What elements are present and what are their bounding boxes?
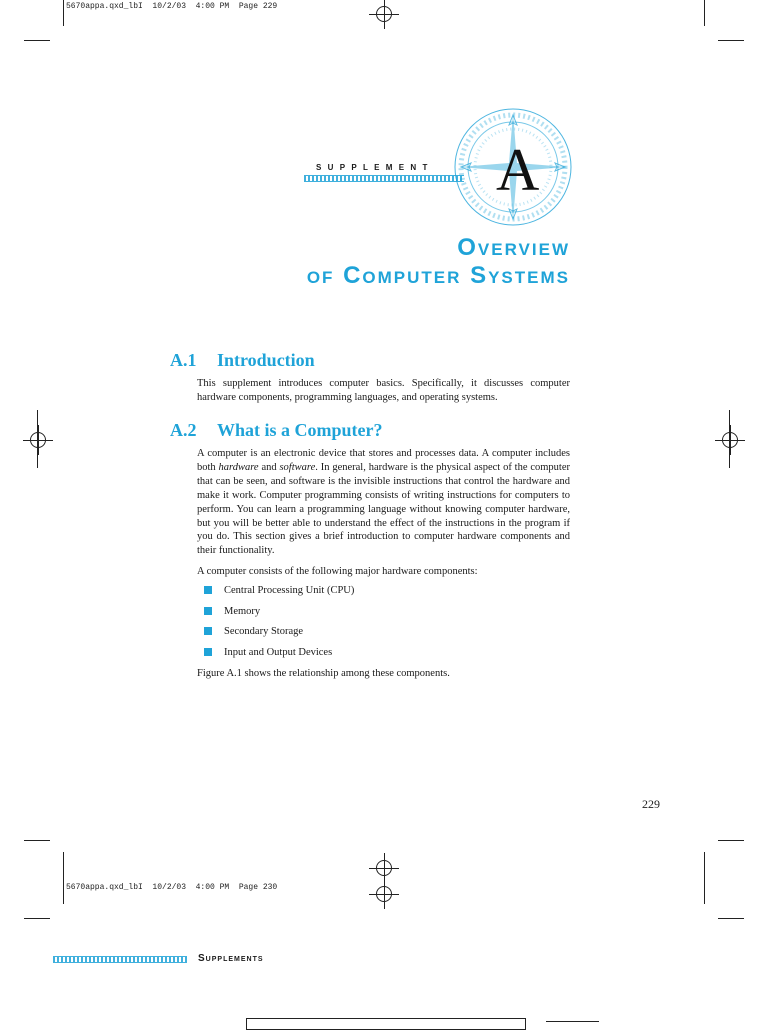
- crop-mark: [704, 0, 705, 26]
- term-hardware: hardware: [218, 461, 259, 473]
- registration-mark: [722, 432, 738, 448]
- paragraph: This supplement introduces computer basics. Specifically, it discusses computer hardware components, programming languages, and operating systems.: [197, 378, 570, 403]
- crop-mark: [24, 840, 50, 841]
- crop-mark: [718, 40, 744, 41]
- section-heading: [170, 420, 383, 441]
- chapter-title: [180, 234, 570, 290]
- crop-mark: [729, 410, 730, 468]
- crop-mark: [24, 40, 50, 41]
- slug-line-top: 5670appa.qxd_lbI 10/2/03 4:00 PM Page 229: [66, 2, 278, 11]
- chapter-title-line1: Overview: [457, 234, 570, 261]
- crop-mark: [718, 918, 744, 919]
- section-title: What is a Computer?: [217, 420, 383, 440]
- paragraph: A computer is an electronic device that stores and processes data. A computer includes both hardware and software. In general, hardware is the physical aspect of the computer that can be seen, and software is the invisible instructions that control the hardware and make it work. Computer programming consists of writing instructions for computers to perform. You can learn a programming language without knowing computer hardware, but you will be better able to understand the effect of the instructions in the program if you do. This section gives a brief introduction to computer hardware components and their functionality.: [197, 448, 571, 557]
- registration-mark: [376, 6, 392, 22]
- crop-mark: [37, 410, 38, 468]
- crop-mark: [63, 0, 64, 26]
- section-heading: [170, 350, 315, 371]
- section-number: A.1: [170, 350, 197, 370]
- section-number: A.2: [170, 420, 197, 440]
- paragraph: A computer consists of the following major hardware components:: [197, 566, 478, 577]
- crop-mark: [63, 852, 64, 904]
- term-software: software: [279, 461, 316, 473]
- decorative-chain-rule: [53, 956, 187, 963]
- chapter-title-line2: of Computer Systems: [306, 262, 570, 289]
- crop-mark: [704, 852, 705, 904]
- paragraph: Figure A.1 shows the relationship among these components.: [197, 668, 450, 679]
- decorative-chain-rule: [304, 175, 464, 182]
- bullet-square-icon: [204, 586, 212, 594]
- bullet-square-icon: [204, 627, 212, 635]
- crop-mark: [718, 840, 744, 841]
- bullet-square-icon: [204, 607, 212, 615]
- crop-mark: [24, 918, 50, 919]
- chapter-letter: A: [496, 137, 540, 203]
- bullet-square-icon: [204, 648, 212, 656]
- page-number: 229: [642, 797, 660, 811]
- registration-mark: [30, 432, 46, 448]
- figure-box-top-edge: [546, 1021, 599, 1030]
- slug-line-bottom: 5670appa.qxd_lbI 10/2/03 4:00 PM Page 230: [66, 883, 278, 892]
- section-title: Introduction: [217, 350, 315, 370]
- registration-mark: [376, 886, 392, 902]
- figure-box-top-edge: [246, 1018, 526, 1030]
- supplement-label: SUPPLEMENT: [316, 163, 434, 172]
- registration-mark: [376, 860, 392, 876]
- running-head: Supplements: [198, 953, 264, 964]
